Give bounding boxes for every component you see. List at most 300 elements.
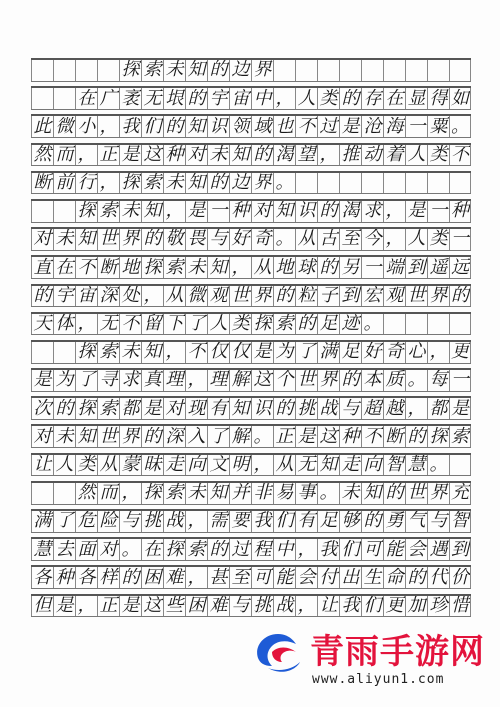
- grid-cell: 一: [427, 201, 449, 222]
- grid-cell: 宇: [53, 286, 75, 307]
- grid-cell: 次: [31, 398, 53, 419]
- grid-cell: 了: [295, 342, 317, 363]
- grid-cell: 知: [141, 342, 163, 363]
- grid-cell: [405, 60, 427, 81]
- grid-cell: 超: [361, 398, 383, 419]
- grid-cell: 远: [451, 257, 469, 278]
- grid-cell: 世: [405, 286, 427, 307]
- grid-cell: [427, 173, 449, 194]
- grid-cell: 现: [185, 398, 207, 419]
- grid-cell: [53, 483, 75, 504]
- grid-cell: 在: [53, 257, 75, 278]
- grid-cell: 对: [163, 398, 185, 419]
- grid-cell: 显: [405, 88, 427, 109]
- grid-cell: 类: [75, 455, 97, 476]
- grid-cell: 这: [141, 596, 163, 617]
- grid-cell: 可: [251, 567, 273, 588]
- grid-cell: 宏: [361, 286, 383, 307]
- grid-cell: 遥: [427, 257, 449, 278]
- grid-cell: 沧: [361, 116, 383, 137]
- grid-cell: 直: [31, 257, 53, 278]
- grid-cell: 人: [207, 314, 229, 335]
- grid-cell: 子: [317, 286, 339, 307]
- grid-cell: 理: [163, 370, 185, 391]
- grid-cell: 种: [451, 200, 469, 222]
- grid-cell: 断: [31, 173, 53, 194]
- essay-row: [31, 396, 471, 420]
- grid-cell: 探: [251, 314, 273, 335]
- grid-cell: 些: [163, 596, 185, 617]
- grid-cell: 与: [339, 398, 361, 419]
- grid-cell: 的: [317, 257, 339, 278]
- grid-cell: 。: [251, 426, 273, 447]
- grid-cell: 们: [141, 116, 163, 137]
- grid-cell: 种: [53, 567, 75, 588]
- grid-cell: 中: [273, 539, 295, 560]
- grid-cell: 知: [229, 398, 251, 419]
- grid-cell: 慧: [405, 455, 427, 476]
- grid-cell: 世: [295, 370, 317, 391]
- grid-cell: 是: [53, 596, 75, 617]
- grid-cell: 险: [97, 511, 119, 532]
- grid-cell: 索: [97, 398, 119, 419]
- grid-cell: 索: [185, 539, 207, 560]
- grid-cell: ，: [75, 314, 97, 335]
- watermark: [250, 622, 500, 707]
- grid-cell: 惜: [451, 595, 469, 616]
- grid-cell: 人: [53, 455, 75, 476]
- grid-cell: 。: [361, 314, 383, 335]
- grid-cell: 种: [339, 426, 361, 447]
- grid-cell: 至: [339, 229, 361, 250]
- grid-cell: 边: [229, 60, 251, 81]
- grid-cell: 们: [273, 511, 295, 532]
- grid-cell: 粒: [295, 286, 317, 307]
- grid-cell: 的: [339, 370, 361, 391]
- grid-cell: 真: [141, 370, 163, 391]
- grid-cell: 宙: [75, 286, 97, 307]
- grid-cell: 走: [339, 455, 361, 476]
- grid-cell: 粟: [427, 116, 449, 137]
- grid-cell: [31, 88, 53, 109]
- grid-cell: 蒙: [119, 455, 141, 476]
- grid-cell: [449, 173, 471, 194]
- grid-cell: 是: [119, 596, 141, 617]
- grid-cell: 索: [97, 342, 119, 363]
- grid-cell: 断: [383, 426, 405, 447]
- grid-cell: 甚: [207, 567, 229, 588]
- grid-cell: 探: [75, 398, 97, 419]
- grid-cell: 生: [361, 567, 383, 588]
- grid-cell: 与: [427, 511, 449, 532]
- grid-cell: [295, 173, 317, 194]
- grid-cell: 世: [97, 426, 119, 447]
- grid-cell: 样: [97, 567, 119, 588]
- grid-cell: 类: [427, 145, 449, 166]
- grid-cell: 的: [451, 285, 469, 306]
- grid-cell: 微: [185, 286, 207, 307]
- grid-cell: 存: [361, 88, 383, 109]
- grid-cell: 天: [31, 314, 53, 335]
- grid-cell: 宙: [229, 88, 251, 109]
- grid-cell: 未: [185, 483, 207, 504]
- grid-cell: 端: [383, 257, 405, 278]
- grid-cell: 的: [207, 539, 229, 560]
- grid-cell: 地: [273, 257, 295, 278]
- grid-cell: 危: [75, 511, 97, 532]
- grid-cell: 知: [207, 257, 229, 278]
- grid-cell: 让: [317, 596, 339, 617]
- bird-logo-icon: [252, 628, 304, 674]
- grid-cell: 困: [185, 596, 207, 617]
- grid-cell: 是: [185, 201, 207, 222]
- grid-cell: 探: [75, 342, 97, 363]
- grid-cell: 与: [229, 596, 251, 617]
- grid-cell: [405, 314, 427, 335]
- grid-cell: 知: [207, 483, 229, 504]
- grid-cell: 敬: [163, 229, 185, 250]
- essay-row: [31, 453, 471, 477]
- grid-cell: 易: [273, 483, 295, 504]
- grid-cell: 们: [361, 596, 383, 617]
- grid-cell: 迹: [339, 314, 361, 335]
- grid-cell: 在: [141, 539, 163, 560]
- grid-cell: 我: [339, 596, 361, 617]
- grid-cell: 知: [317, 455, 339, 476]
- grid-cell: 我: [251, 511, 273, 532]
- grid-cell: [339, 173, 361, 194]
- grid-cell: 战: [163, 511, 185, 532]
- grid-cell: 个: [273, 370, 295, 391]
- grid-cell: 到: [339, 286, 361, 307]
- grid-cell: 然: [75, 483, 97, 504]
- grid-cell: 界: [427, 483, 449, 504]
- grid-cell: 足: [339, 342, 361, 363]
- essay-row: [31, 424, 471, 448]
- grid-cell: 寻: [97, 370, 119, 391]
- grid-cell: [383, 60, 405, 81]
- grid-cell: 但: [31, 596, 53, 617]
- grid-cell: 。: [273, 173, 295, 194]
- grid-cell: 小: [75, 116, 97, 137]
- grid-cell: 探: [141, 483, 163, 504]
- essay-row: [31, 312, 471, 336]
- essay-row: [31, 227, 471, 251]
- grid-cell: ，: [97, 173, 119, 194]
- grid-cell: 索: [163, 257, 185, 278]
- grid-cell: 的: [141, 229, 163, 250]
- grid-cell: 识: [207, 116, 229, 137]
- grid-cell: 推: [339, 145, 361, 166]
- grid-cell: 昧: [141, 455, 163, 476]
- grid-cell: 到: [451, 539, 469, 560]
- watermark-url: www.aliyun1.com: [312, 672, 445, 687]
- grid-cell: 解: [229, 370, 251, 391]
- grid-cell: 得: [427, 88, 449, 109]
- grid-cell: 索: [141, 60, 163, 81]
- grid-cell: 知: [141, 201, 163, 222]
- grid-cell: 价: [451, 567, 469, 588]
- grid-cell: 正: [97, 596, 119, 617]
- grid-cell: 人: [405, 229, 427, 250]
- grid-cell: 了: [185, 314, 207, 335]
- watermark-name: 青雨手游网: [310, 632, 485, 672]
- grid-cell: 足: [317, 314, 339, 335]
- grid-cell: 正: [273, 426, 295, 447]
- grid-cell: 索: [141, 173, 163, 194]
- grid-cell: 未: [53, 426, 75, 447]
- grid-cell: 难: [163, 567, 185, 588]
- grid-cell: 这: [317, 426, 339, 447]
- grid-cell: 难: [207, 596, 229, 617]
- grid-cell: 的: [273, 286, 295, 307]
- grid-cell: 处: [119, 286, 141, 307]
- grid-cell: 人: [295, 88, 317, 109]
- grid-cell: ，: [185, 370, 207, 391]
- grid-cell: 的: [163, 116, 185, 137]
- grid-cell: 知: [75, 229, 97, 250]
- grid-cell: ，: [273, 88, 295, 109]
- grid-cell: 未: [185, 257, 207, 278]
- grid-cell: 付: [317, 567, 339, 588]
- grid-cell: 每: [427, 370, 449, 391]
- grid-cell: 一: [207, 201, 229, 222]
- grid-cell: 未: [119, 201, 141, 222]
- grid-cell: 一: [361, 257, 383, 278]
- grid-cell: 行: [75, 173, 97, 194]
- grid-cell: 在: [75, 88, 97, 109]
- grid-cell: 能: [383, 539, 405, 560]
- grid-cell: 够: [339, 511, 361, 532]
- grid-cell: 索: [273, 314, 295, 335]
- grid-cell: 从: [163, 286, 185, 307]
- grid-cell: 域: [251, 116, 273, 137]
- grid-cell: 的: [31, 286, 53, 307]
- grid-cell: 界: [427, 286, 449, 307]
- grid-cell: 如: [451, 88, 469, 109]
- grid-cell: [427, 314, 449, 335]
- essay-row: [31, 114, 471, 138]
- grid-cell: 仅: [229, 342, 251, 363]
- grid-cell: 足: [317, 511, 339, 532]
- grid-cell: 更: [451, 341, 469, 363]
- grid-cell: 为: [53, 370, 75, 391]
- grid-cell: [449, 60, 471, 81]
- grid-cell: 正: [97, 145, 119, 166]
- grid-cell: 的: [339, 88, 361, 109]
- grid-cell: ，: [427, 342, 449, 363]
- grid-cell: 。: [451, 116, 469, 137]
- grid-cell: 加: [405, 596, 427, 617]
- grid-cell: 领: [229, 116, 251, 137]
- grid-cell: 一: [451, 229, 469, 250]
- grid-cell: 下: [163, 314, 185, 335]
- grid-cell: 会: [405, 539, 427, 560]
- essay-row: [31, 171, 471, 195]
- grid-cell: 并: [229, 483, 251, 504]
- grid-cell: 无: [295, 455, 317, 476]
- grid-cell: 面: [75, 539, 97, 560]
- grid-cell: 的: [141, 426, 163, 447]
- grid-cell: [75, 60, 97, 81]
- grid-cell: 未: [119, 342, 141, 363]
- grid-cell: 探: [163, 539, 185, 560]
- grid-cell: 战: [273, 596, 295, 617]
- grid-cell: 动: [361, 145, 383, 166]
- grid-cell: [53, 342, 75, 363]
- grid-cell: 求: [361, 201, 383, 222]
- grid-cell: 世: [229, 286, 251, 307]
- grid-cell: 。: [405, 370, 427, 391]
- grid-cell: ，: [405, 398, 427, 419]
- grid-cell: 智: [451, 511, 469, 532]
- grid-cell: 知: [229, 145, 251, 166]
- grid-cell: 勇: [383, 511, 405, 532]
- grid-cell: 向: [185, 455, 207, 476]
- grid-cell: 各: [75, 567, 97, 588]
- grid-cell: ，: [141, 286, 163, 307]
- essay-row: [31, 368, 471, 392]
- grid-cell: 从: [251, 257, 273, 278]
- grid-cell: 类: [317, 88, 339, 109]
- grid-cell: 了: [53, 511, 75, 532]
- grid-cell: 界: [119, 229, 141, 250]
- grid-cell: 界: [251, 286, 273, 307]
- grid-cell: 前: [53, 173, 75, 194]
- grid-cell: 慧: [31, 539, 53, 560]
- grid-cell: 知: [185, 173, 207, 194]
- grid-cell: 至: [229, 567, 251, 588]
- grid-cell: 未: [339, 483, 361, 504]
- grid-cell: 微: [53, 116, 75, 137]
- grid-cell: ，: [317, 145, 339, 166]
- grid-cell: ，: [75, 596, 97, 617]
- grid-cell: 能: [273, 567, 295, 588]
- grid-cell: [405, 173, 427, 194]
- grid-cell: 断: [97, 257, 119, 278]
- grid-cell: ，: [229, 257, 251, 278]
- grid-cell: 今: [361, 229, 383, 250]
- grid-cell: 着: [383, 145, 405, 166]
- grid-cell: 从: [97, 455, 119, 476]
- essay-row: [31, 284, 471, 308]
- grid-cell: 的: [53, 398, 75, 419]
- grid-cell: 对: [97, 539, 119, 560]
- grid-cell: ，: [295, 596, 317, 617]
- grid-cell: 是: [451, 398, 469, 419]
- grid-cell: 各: [31, 567, 53, 588]
- grid-cell: 过: [229, 539, 251, 560]
- grid-cell: 的: [383, 483, 405, 504]
- grid-cell: 程: [251, 539, 273, 560]
- grid-cell: 都: [427, 398, 449, 419]
- grid-cell: 事: [295, 483, 317, 504]
- grid-cell: 知: [185, 116, 207, 137]
- grid-cell: 知: [75, 426, 97, 447]
- grid-cell: ，: [251, 455, 273, 476]
- grid-cell: 是: [141, 398, 163, 419]
- grid-cell: 奇: [383, 342, 405, 363]
- grid-cell: 识: [295, 201, 317, 222]
- grid-cell: 人: [405, 145, 427, 166]
- grid-cell: [449, 455, 471, 476]
- grid-cell: 而: [97, 483, 119, 504]
- grid-cell: ，: [119, 483, 141, 504]
- essay-row: [31, 143, 471, 167]
- grid-cell: 不: [295, 116, 317, 137]
- grid-cell: 文: [207, 455, 229, 476]
- grid-cell: 。: [317, 483, 339, 504]
- grid-cell: 这: [251, 370, 273, 391]
- grid-cell: 而: [53, 145, 75, 166]
- grid-cell: 心: [405, 342, 427, 363]
- grid-cell: 让: [31, 455, 53, 476]
- grid-cell: [31, 201, 53, 222]
- grid-cell: 出: [339, 567, 361, 588]
- essay-row: [31, 481, 471, 505]
- grid-cell: 命: [383, 567, 405, 588]
- essay-row: [31, 537, 471, 561]
- grid-cell: [53, 201, 75, 222]
- grid-cell: ，: [185, 567, 207, 588]
- grid-cell: 。: [427, 455, 449, 476]
- grid-cell: 越: [383, 398, 405, 419]
- grid-cell: [383, 173, 405, 194]
- grid-cell: 类: [427, 229, 449, 250]
- grid-cell: 广: [97, 88, 119, 109]
- grid-cell: 挑: [141, 511, 163, 532]
- grid-cell: 深: [97, 286, 119, 307]
- grid-cell: 有: [207, 398, 229, 419]
- grid-cell: 充: [451, 482, 469, 504]
- grid-cell: 界: [317, 370, 339, 391]
- grid-cell: 满: [31, 511, 53, 532]
- grid-cell: 界: [251, 60, 273, 81]
- grid-cell: 珍: [427, 596, 449, 617]
- grid-cell: 然: [31, 145, 53, 166]
- grid-cell: 智: [383, 455, 405, 476]
- grid-cell: ，: [383, 201, 405, 222]
- grid-cell: 都: [119, 398, 141, 419]
- grid-cell: 深: [163, 426, 185, 447]
- grid-cell: 过: [317, 116, 339, 137]
- grid-cell: [273, 60, 295, 81]
- grid-cell: 求: [119, 370, 141, 391]
- grid-cell: 中: [251, 88, 273, 109]
- grid-cell: 类: [229, 314, 251, 335]
- grid-cell: 的: [207, 173, 229, 194]
- grid-cell: 理: [207, 370, 229, 391]
- grid-cell: 到: [405, 257, 427, 278]
- grid-cell: 也: [273, 116, 295, 137]
- grid-cell: 本: [361, 370, 383, 391]
- grid-cell: [53, 88, 75, 109]
- grid-cell: [361, 60, 383, 81]
- grid-cell: 。: [119, 539, 141, 560]
- grid-cell: 的: [207, 60, 229, 81]
- grid-cell: 战: [317, 398, 339, 419]
- grid-cell: ，: [97, 116, 119, 137]
- essay-row: [31, 86, 471, 110]
- grid-cell: 观: [207, 286, 229, 307]
- grid-cell: 未: [207, 145, 229, 166]
- grid-cell: 留: [141, 314, 163, 335]
- grid-cell: 是: [31, 370, 53, 391]
- grid-cell: 不: [451, 144, 469, 165]
- grid-cell: [317, 173, 339, 194]
- grid-cell: 好: [229, 229, 251, 250]
- grid-cell: 要: [229, 511, 251, 532]
